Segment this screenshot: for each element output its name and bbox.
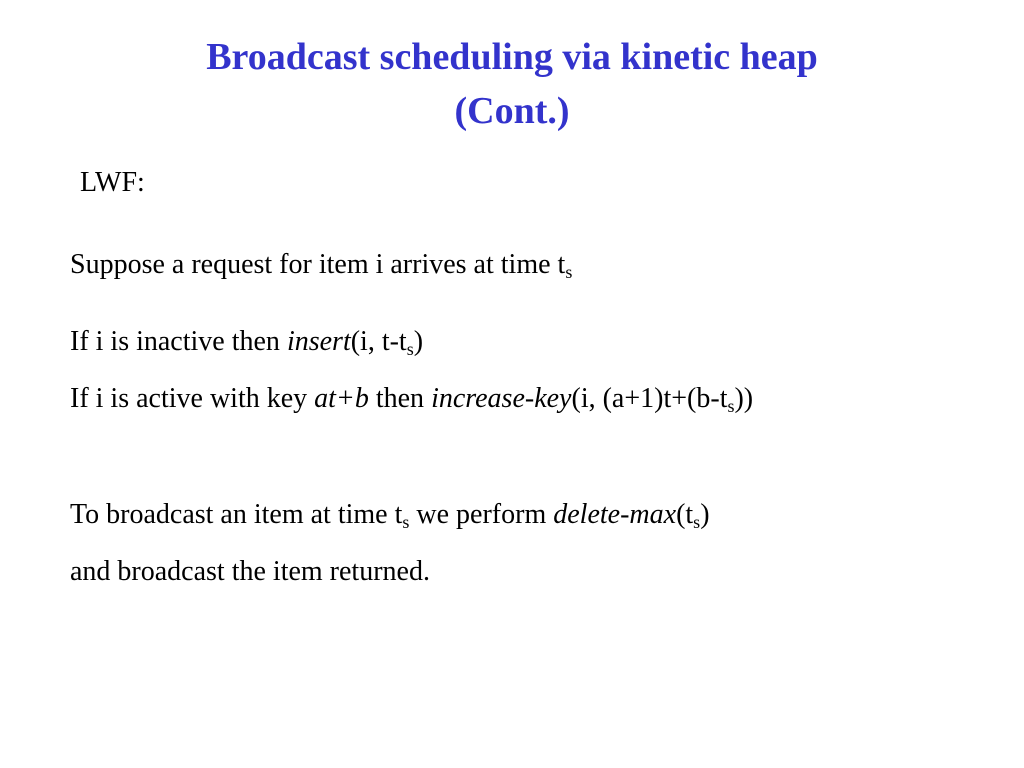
broadcast-subscript-2: s bbox=[693, 512, 701, 532]
insert-op: insert bbox=[286, 326, 351, 357]
active-mid: then bbox=[368, 383, 432, 414]
broadcast-end: ) bbox=[700, 499, 710, 530]
broadcast-prefix: To broadcast an item at time t bbox=[70, 499, 403, 530]
broadcast-subscript-1: s bbox=[402, 512, 410, 532]
active-prefix: If i is active with key bbox=[70, 383, 315, 414]
delete-max-op: delete-max bbox=[553, 499, 677, 530]
broadcast-mid: we perform bbox=[409, 499, 554, 530]
increase-key-op: increase-key bbox=[431, 383, 572, 414]
inactive-prefix: If i is inactive then bbox=[70, 326, 287, 357]
active-args: (i, (a+1)t+(b-t bbox=[571, 383, 728, 414]
active-end: )) bbox=[734, 383, 754, 414]
slide-title-line-1: Broadcast scheduling via kinetic heap bbox=[206, 36, 818, 78]
suppose-line bbox=[70, 248, 572, 282]
broadcast-line bbox=[70, 498, 710, 532]
active-key: at+b bbox=[314, 383, 369, 414]
lwf-label: LWF: bbox=[80, 167, 145, 198]
active-subscript: s bbox=[727, 396, 735, 416]
slide-title-line-2: (Cont.) bbox=[454, 90, 570, 132]
returned-line: and broadcast the item returned. bbox=[70, 556, 430, 587]
inactive-args: (i, t-t bbox=[350, 326, 407, 357]
inactive-line bbox=[70, 325, 423, 359]
active-line bbox=[70, 382, 753, 416]
slide-title bbox=[0, 30, 1024, 138]
inactive-end: ) bbox=[413, 326, 424, 357]
broadcast-args: (t bbox=[676, 499, 694, 530]
inactive-subscript: s bbox=[406, 339, 414, 359]
suppose-subscript: s bbox=[565, 262, 573, 282]
suppose-text: Suppose a request for item i arrives at time t bbox=[70, 249, 566, 280]
